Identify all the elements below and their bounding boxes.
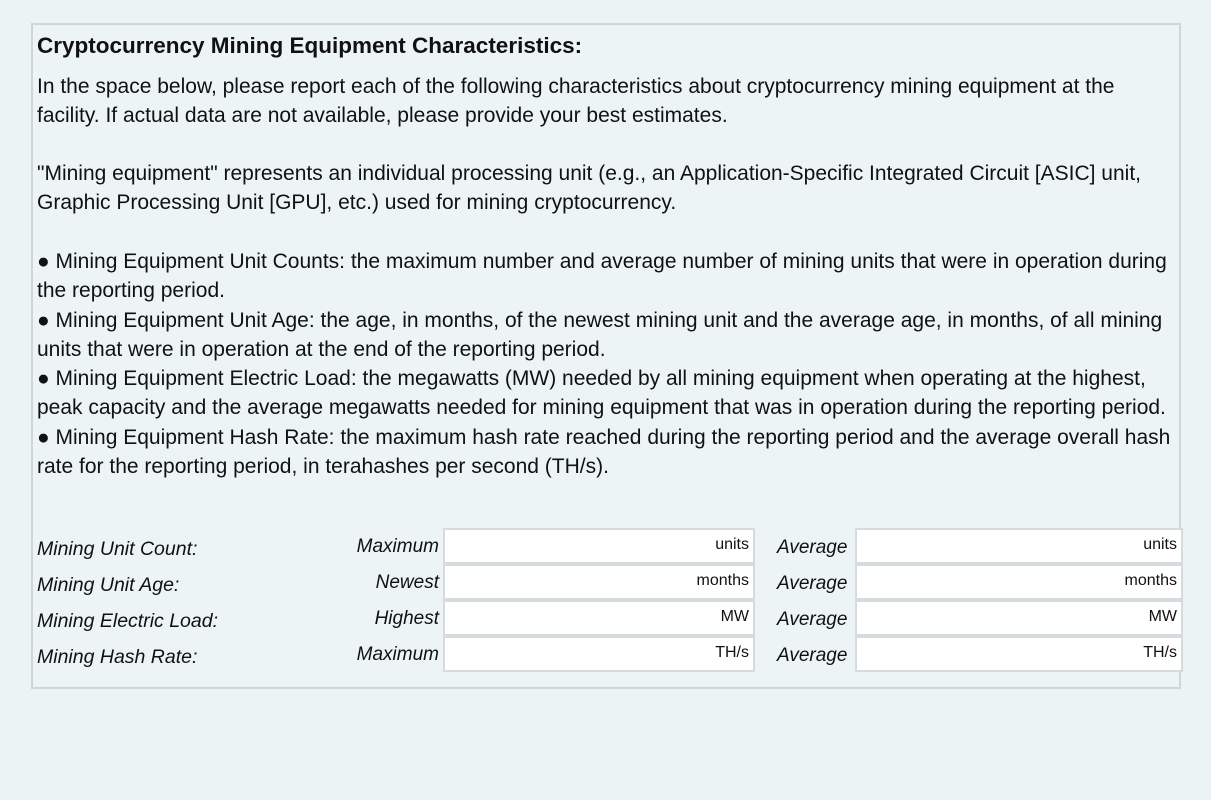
unit-label: units [715,536,749,553]
unit-count-average-field[interactable] [855,528,1183,564]
row-electric-load [33,600,1181,636]
right-sub-label: Average [777,609,848,630]
row-label: Mining Electric Load: [37,610,219,632]
unit-label: MW [720,608,749,625]
unit-label: months [1124,572,1177,589]
bullet-hash-rate: ● Mining Equipment Hash Rate: the maximum hash rate reached during the reporting period and the average overall hash rate for the reporting period, in terahashes per second (TH/s). [37,425,1171,479]
unit-label: TH/s [1143,644,1177,661]
intro-paragraph: In the space below, please report each of the following characteristics about cryptocurrency mining equipment at the facility. If actual data are not available, please provide your best estimates. [37,75,1115,128]
right-sub-label: Average [777,573,848,594]
left-sub-label: Maximum [356,536,439,557]
definition-paragraph: "Mining equipment" represents an individual processing unit (e.g., an Application-Specific Integrated Circuit [ASIC] unit, Graphic Processing Unit [GPU], etc.) used for mining cryptocurrency. [37,162,1141,215]
section-title: Cryptocurrency Mining Equipment Characteristics: [37,33,583,58]
unit-label: units [1143,536,1177,553]
row-hash-rate [33,636,1181,672]
left-sub-label: Highest [374,608,439,629]
bullet-unit-age: ● Mining Equipment Unit Age: the age, in months, of the newest mining unit and the average age, in months, of all mining units that were in operation at the end of the reporting period. [37,308,1163,361]
row-label: Mining Hash Rate: [37,646,198,668]
unit-label: MW [1148,608,1177,625]
unit-age-newest-field[interactable] [443,564,755,600]
unit-age-average-field[interactable] [855,564,1183,600]
left-sub-label: Maximum [356,644,439,665]
bullet-list [37,247,1179,481]
unit-count-maximum-field[interactable] [443,528,755,564]
mining-equipment-panel [31,23,1181,689]
right-sub-label: Average [777,537,848,558]
hash-rate-average-field[interactable] [855,636,1183,672]
electric-load-highest-field[interactable] [443,600,755,636]
left-sub-label: Newest [375,572,439,593]
unit-label: TH/s [715,644,749,661]
row-label: Mining Unit Count: [37,538,198,560]
row-unit-count [33,528,1181,564]
row-unit-age [33,564,1181,600]
row-label: Mining Unit Age: [37,574,180,596]
electric-load-average-field[interactable] [855,600,1183,636]
hash-rate-maximum-field[interactable] [443,636,755,672]
unit-label: months [696,572,749,589]
bullet-electric-load: ● Mining Equipment Electric Load: the megawatts (MW) needed by all mining equipment when operating at the highest, peak capacity and the average megawatts needed for mining equipment that was in operation during the reporting period. [37,367,1166,420]
bullet-unit-counts: ● Mining Equipment Unit Counts: the maximum number and average number of mining units that were in operation during the reporting period. [37,250,1167,303]
right-sub-label: Average [777,645,848,666]
